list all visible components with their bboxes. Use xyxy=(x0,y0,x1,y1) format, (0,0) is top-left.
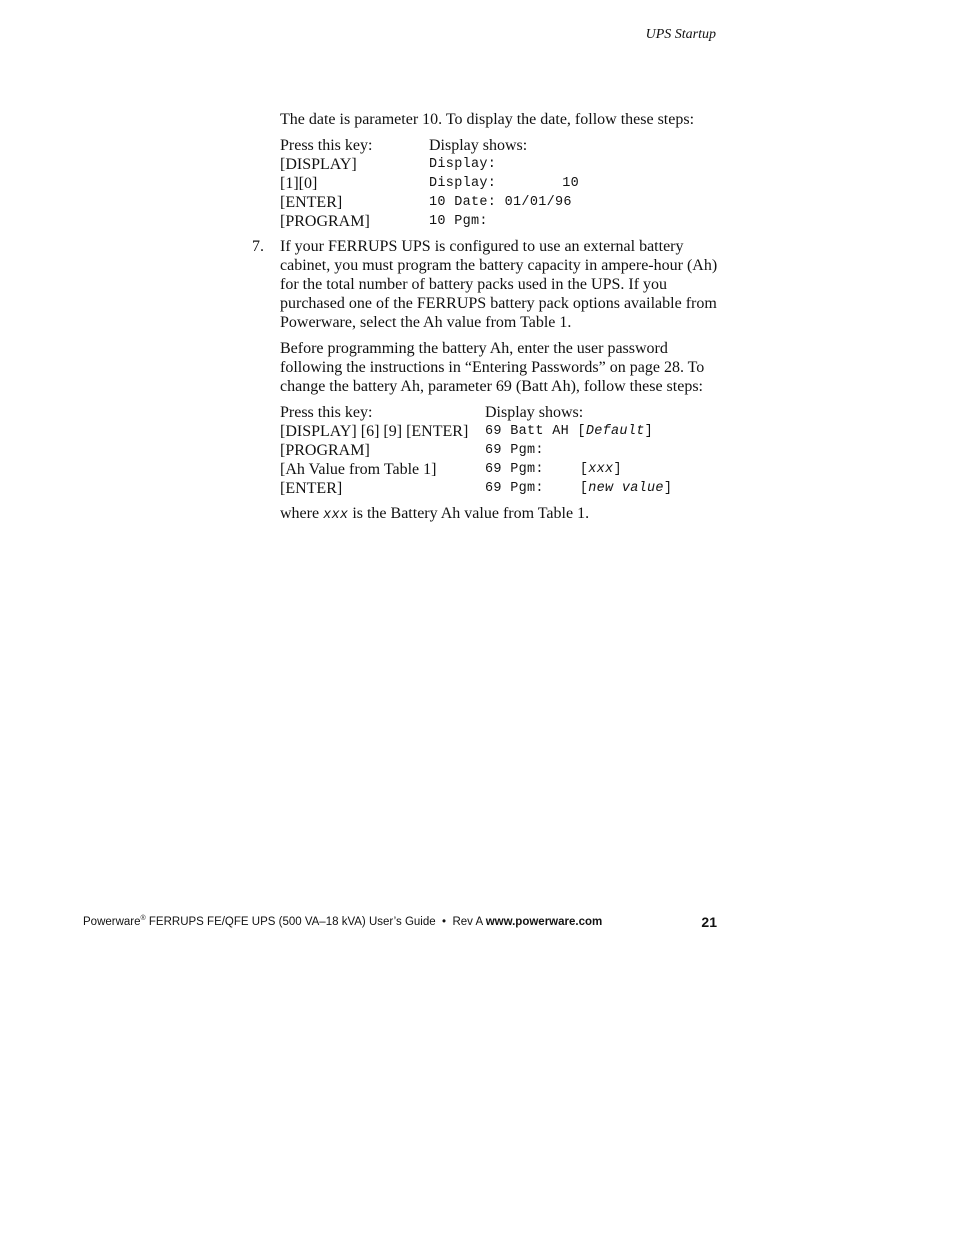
key-cell: [PROGRAM] xyxy=(280,442,370,459)
step-7-paragraph: If your FERRUPS UPS is configured to use an external battery cabinet, you must program the battery capacity in ampere-hour (Ah) for the total number of battery packs used in the UPS. If you purchased one of the FERRUPS battery pack options available from Powerware, select the Ah value from Table 1. xyxy=(280,238,718,331)
table-row xyxy=(280,422,672,441)
key-cell: [DISPLAY] [6] [9] [ENTER] xyxy=(280,423,469,440)
table-row xyxy=(280,460,672,479)
key-cell: [DISPLAY] xyxy=(280,156,357,173)
where-note: where xxx is the Battery Ah value from Table 1. xyxy=(280,505,590,523)
step-7 xyxy=(252,237,720,525)
column-header-display: Display shows: xyxy=(485,404,584,421)
intro-paragraph: The date is parameter 10. To display the date, follow these steps: xyxy=(280,111,695,128)
column-header-display: Display shows: xyxy=(429,137,528,154)
display-cell: 69 Batt AH [Default] xyxy=(485,424,654,439)
key-cell: [1][0] xyxy=(280,175,318,192)
display-cell: Display: xyxy=(429,157,497,172)
key-cell: [Ah Value from Table 1] xyxy=(280,461,437,478)
step-7-paragraph-2: Before programming the battery Ah, enter the user password following the instructions in “Entering Passwords” on page 28. To change the battery Ah, parameter 69 (Batt Ah), follow these steps: xyxy=(280,340,705,395)
footer-brand: Powerware xyxy=(83,915,141,928)
page-number: 21 xyxy=(701,914,717,930)
table-row xyxy=(280,193,579,212)
display-cell: 69 Pgm: [xxx] xyxy=(485,462,622,477)
display-cell: 69 Pgm: xyxy=(485,443,544,458)
column-header-key: Press this key: xyxy=(280,404,373,421)
table-row xyxy=(280,212,579,231)
table-row xyxy=(280,155,579,174)
running-header: UPS Startup xyxy=(645,27,716,42)
key-cell: [PROGRAM] xyxy=(280,213,370,230)
display-cell: 69 Pgm: [new value] xyxy=(485,481,673,496)
table-header-row xyxy=(280,136,579,155)
display-cell: Display: 10 xyxy=(429,176,580,191)
main-content xyxy=(252,110,720,532)
table-row xyxy=(280,479,672,498)
display-cell: 10 Pgm: xyxy=(429,214,488,229)
table-header-row xyxy=(280,403,672,422)
display-cell: 10 Date: 01/01/96 xyxy=(429,195,572,210)
key-cell: [ENTER] xyxy=(280,480,343,497)
column-header-key: Press this key: xyxy=(280,137,373,154)
footer-url[interactable]: www.powerware.com xyxy=(485,915,603,928)
footer-title: FERRUPS FE/QFE UPS (500 VA–18 kVA) User’s Guide • Rev A xyxy=(145,915,486,928)
page-footer xyxy=(83,915,717,928)
table-row xyxy=(280,441,672,460)
key-cell: [ENTER] xyxy=(280,194,343,211)
batt-ah-key-table xyxy=(280,403,672,498)
date-key-table xyxy=(280,136,579,231)
registered-mark: ® xyxy=(140,915,146,922)
table-row xyxy=(280,174,579,193)
step-number: 7. xyxy=(252,238,264,255)
